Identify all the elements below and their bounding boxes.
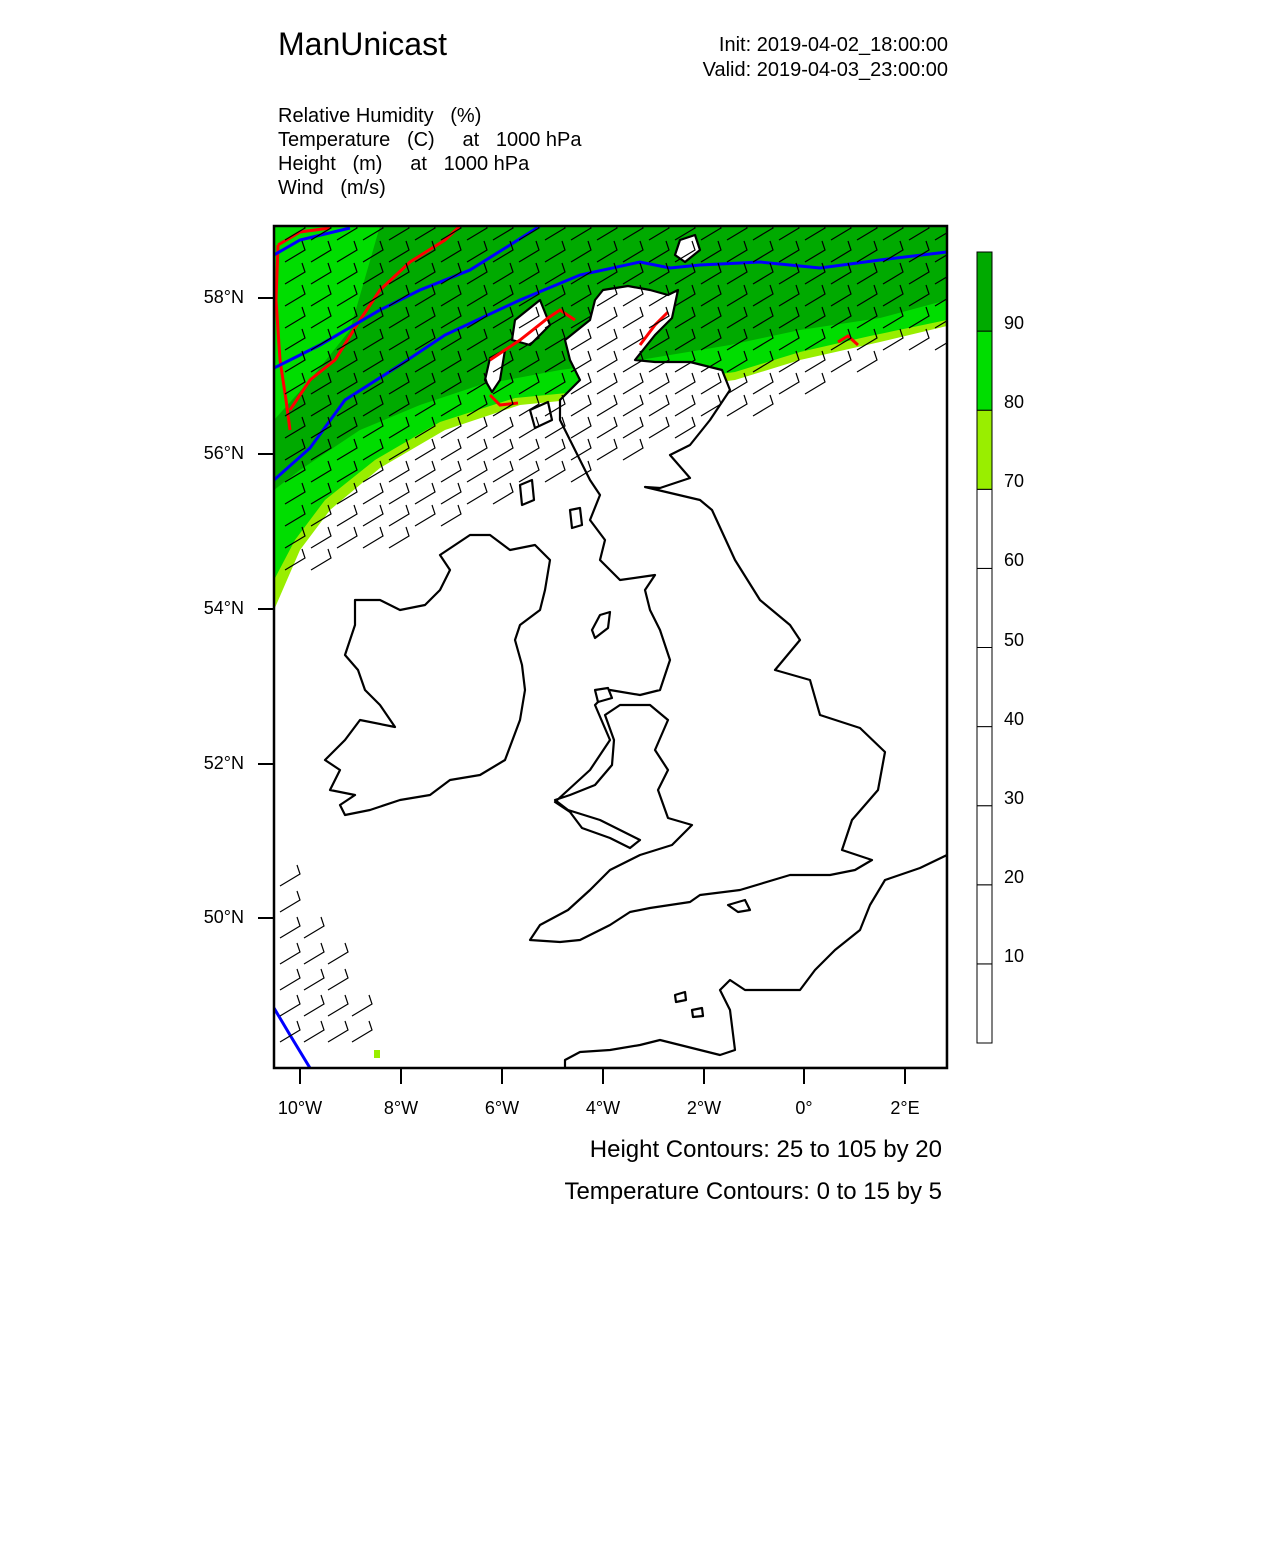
colorbar-box [977,727,992,806]
wind-barb [363,483,383,504]
wind-barb [389,527,409,548]
lon-tick-label: 4°W [585,1098,621,1118]
colorbar-box [977,331,992,410]
great-britain-coastline [530,286,885,942]
wind-barb [441,461,461,482]
isle-of-wight-coastline [728,900,750,912]
ireland-coastline [325,535,550,815]
channel-islands-coastline [675,992,686,1002]
lon-tick-label: 6°W [484,1098,520,1118]
wind-barb [304,1021,324,1042]
colorbar-box [977,964,992,1043]
colorbar-label: 40 [1004,709,1025,729]
wind-barb [311,549,331,570]
colorbar-box [977,252,992,331]
colorbar-label: 60 [1004,550,1025,570]
colorbar [977,252,992,1043]
wind-barb [280,891,300,912]
wind-barb [519,439,539,460]
wind-barb [328,943,348,964]
colorbar-label: 50 [1004,630,1025,650]
wind-barb [441,505,461,526]
wind-barb [753,395,773,416]
lon-tick-label: 10°W [277,1098,323,1118]
colorbar-label: 10 [1004,946,1025,966]
field-height: Height (m) at 1000 hPa [278,153,530,175]
wind-barb [727,395,747,416]
wind-barb [304,969,324,990]
wind-barb [753,373,773,394]
wind-barb [441,439,461,460]
wind-barb [935,329,955,350]
wind-barb [304,995,324,1016]
wind-barb [493,439,513,460]
wind-barb [389,461,409,482]
wind-barb [280,943,300,964]
init-time: Init: 2019-04-02_18:00:00 [718,34,948,56]
wind-barb [352,1021,372,1042]
wind-barb [415,461,435,482]
wind-barb [467,461,487,482]
field-wind: Wind (m/s) [278,177,386,199]
wind-barb [304,917,324,938]
wind-barb [280,865,300,886]
lat-tick-label: 54°N [203,598,244,618]
wind-barb [493,483,513,504]
wind-barb [280,917,300,938]
wind-barb [363,505,383,526]
colorbar-box [977,489,992,568]
height-contour [274,1008,310,1068]
wind-barb [415,483,435,504]
wind-barb [805,373,825,394]
colorbar-label: 90 [1004,313,1025,333]
wind-barb [280,995,300,1016]
lon-tick-label: 0° [795,1098,813,1118]
wind-barb [337,505,357,526]
lon-tick-label: 2°E [890,1098,920,1118]
colorbar-box [977,885,992,964]
wind-barb [545,461,565,482]
colorbar-box [977,410,992,489]
lat-tick-label: 56°N [203,443,244,463]
field-relative-humidity: Relative Humidity (%) [278,105,482,127]
lon-tick-label: 8°W [383,1098,419,1118]
wind-barb [493,461,513,482]
islay-coastline [520,480,534,505]
wind-barb [280,969,300,990]
wind-barb [389,505,409,526]
height-contour-legend: Height Contours: 25 to 105 by 20 [589,1136,942,1163]
wind-barb [363,527,383,548]
colorbar-box [977,648,992,727]
valid-time: Valid: 2019-04-03_23:00:00 [702,59,948,81]
lat-tick-label: 52°N [203,753,244,773]
wind-barb [337,527,357,548]
wind-barb [304,943,324,964]
wind-barb [779,373,799,394]
lon-tick-label: 2°W [686,1098,722,1118]
colorbar-box [977,806,992,885]
temperature-contour-legend: Temperature Contours: 0 to 15 by 5 [564,1178,942,1205]
colorbar-label: 70 [1004,471,1025,491]
wind-barb [328,995,348,1016]
wind-barb [545,439,565,460]
wind-barb [352,995,372,1016]
mull-coastline [530,402,552,428]
lat-tick-label: 58°N [203,287,244,307]
rh-70-80-speck [374,1050,380,1058]
channel-islands-coastline-2 [692,1008,703,1017]
colorbar-label: 30 [1004,788,1025,808]
wind-barb [328,1021,348,1042]
wind-barb [857,351,877,372]
colorbar-label: 20 [1004,867,1025,887]
colorbar-label: 80 [1004,392,1025,412]
wind-barb [328,969,348,990]
colorbar-box [977,568,992,647]
lat-tick-label: 50°N [203,907,244,927]
wind-barb [519,461,539,482]
isle-of-man-coastline [592,612,610,638]
wind-barb [493,417,513,438]
wind-barb [389,483,409,504]
wind-barb [441,483,461,504]
wind-barb [415,505,435,526]
wind-barb [831,351,851,372]
wind-barb [467,483,487,504]
field-temperature: Temperature (C) at 1000 hPa [278,129,582,151]
plot-title: ManUnicast [278,26,447,62]
arran-coastline [570,508,582,528]
wind-barb [467,439,487,460]
